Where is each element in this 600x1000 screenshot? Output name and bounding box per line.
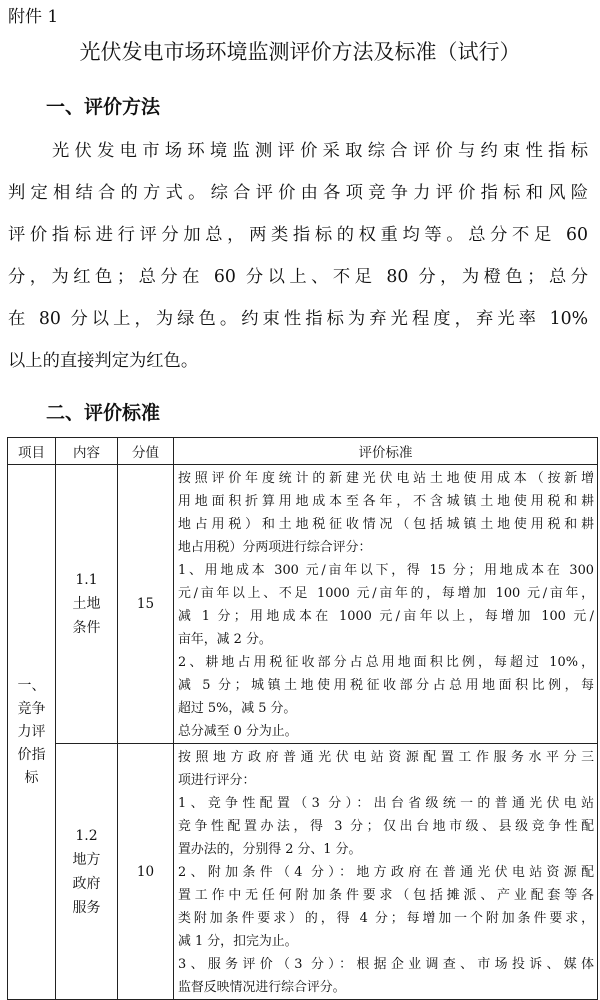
content-text: 服务 [72,899,101,916]
category-text: 一、 [17,677,46,694]
criteria-line: 置工作中无任何附加条件要求（包括摊派、产业配套等各 [178,888,594,903]
criteria-line: 竞争性配置办法，得 3 分；仅出台地市级、县级竞争性配 [178,819,594,834]
category-text: 竞争 [17,700,46,717]
criteria-line: 减 5 分；城镇土地使用税征收部分占总用地面积比例，每 [178,678,594,693]
criteria-line: 监督反映情况进行综合评分。 [178,980,346,995]
category-text: 标 [24,769,39,786]
criteria-line: 3、服务评价（3 分）：根据企业调查、市场投诉、媒体 [178,957,594,972]
paragraph-line: 光伏发电市场环境监测评价采取综合评价与约束性指标 [52,141,588,161]
content-cell [56,744,118,1000]
content-cell [56,465,118,744]
section-heading-method: 一、评价方法 [46,96,161,118]
content-text: 土地 [72,596,101,612]
criteria-line: 按照评价年度统计的新建光伏电站土地使用成本（按新增 [178,471,594,486]
criteria-cell [174,744,598,1000]
header-criteria: 评价标准 [174,438,598,465]
content-text: 1.2 [75,827,98,844]
criteria-line: 1、竞争性配置（3 分）：出台省级统一的普通光伏电站 [178,796,594,811]
criteria-line: 总分减至 0 分为止。 [178,724,298,739]
criteria-line: 2、耕地占用税征收部分占总用地面积比例，每超过 10%， [178,655,594,670]
score-cell: 15 [118,465,174,744]
criteria-line: 超过 5%，减 5 分。 [178,701,297,716]
document-title: 光伏发电市场环境监测评价方法及标准（试行） [79,40,521,64]
criteria-line: 用地面积折算用地成本至各年，不含城镇土地使用税和耕 [178,494,594,509]
table-row [8,465,598,744]
criteria-line: 亩年，减 2 分。 [178,632,272,647]
header-content: 内容 [56,438,118,465]
criteria-line: 地占用税）分两项进行综合评分： [178,540,372,555]
paragraph-line: 评价指标进行评分加总，两类指标的权重均等。总分不足 60 [8,225,588,245]
category-text: 力评 [17,723,46,740]
criteria-line: 减 1 分，扣完为止。 [178,934,298,949]
criteria-line: 元/亩年以上、不足 1000 元/亩年的，每增加 100 元/亩年， [178,586,594,601]
table-row [8,744,598,1000]
paragraph-line: 以上的直接判定为红色。 [8,351,199,371]
content-text: 地方 [72,851,101,868]
paragraph-line: 在 80 分以上，为绿色。约束性指标为弃光程度，弃光率 10% [8,309,588,329]
score-cell: 10 [118,744,174,1000]
paragraph-line: 判定相结合的方式。综合评价由各项竞争力评价指标和风险 [8,183,588,203]
category-cell [8,465,56,1000]
content-text: 政府 [72,875,101,892]
section-heading-criteria: 二、评价标准 [46,402,161,424]
criteria-line: 类附加条件要求）的，得 4 分；每增加一个附加条件要求， [178,911,594,926]
header-score: 分值 [118,438,174,465]
table-header-row [8,438,598,465]
content-text: 1.1 [75,572,98,588]
criteria-table [7,437,598,1000]
criteria-line: 减 1 分；用地成本在 1000 元/亩年以上，每增加 100 元/ [178,609,594,624]
category-text: 价指 [17,746,46,763]
criteria-line: 地占用税）和土地税征收情况（包括城镇土地使用税和耕 [178,517,594,532]
attachment-label: 附件 1 [8,7,59,27]
header-item: 项目 [8,438,56,465]
criteria-line: 1、用地成本 300 元/亩年以下，得 15 分；用地成本在 300 [178,563,594,578]
criteria-line: 按照地方政府普通光伏电站资源配置工作服务水平分三 [178,750,594,765]
method-paragraph [8,130,588,382]
criteria-line: 置办法的，分别得 2 分、1 分。 [178,842,362,857]
criteria-cell [174,465,598,744]
criteria-line: 2、附加条件（4 分）：地方政府在普通光伏电站资源配 [178,865,594,880]
criteria-line: 项进行评分： [178,773,256,788]
content-text: 条件 [72,620,101,636]
paragraph-line: 分，为红色；总分在 60 分以上、不足 80 分，为橙色；总分 [8,267,588,287]
